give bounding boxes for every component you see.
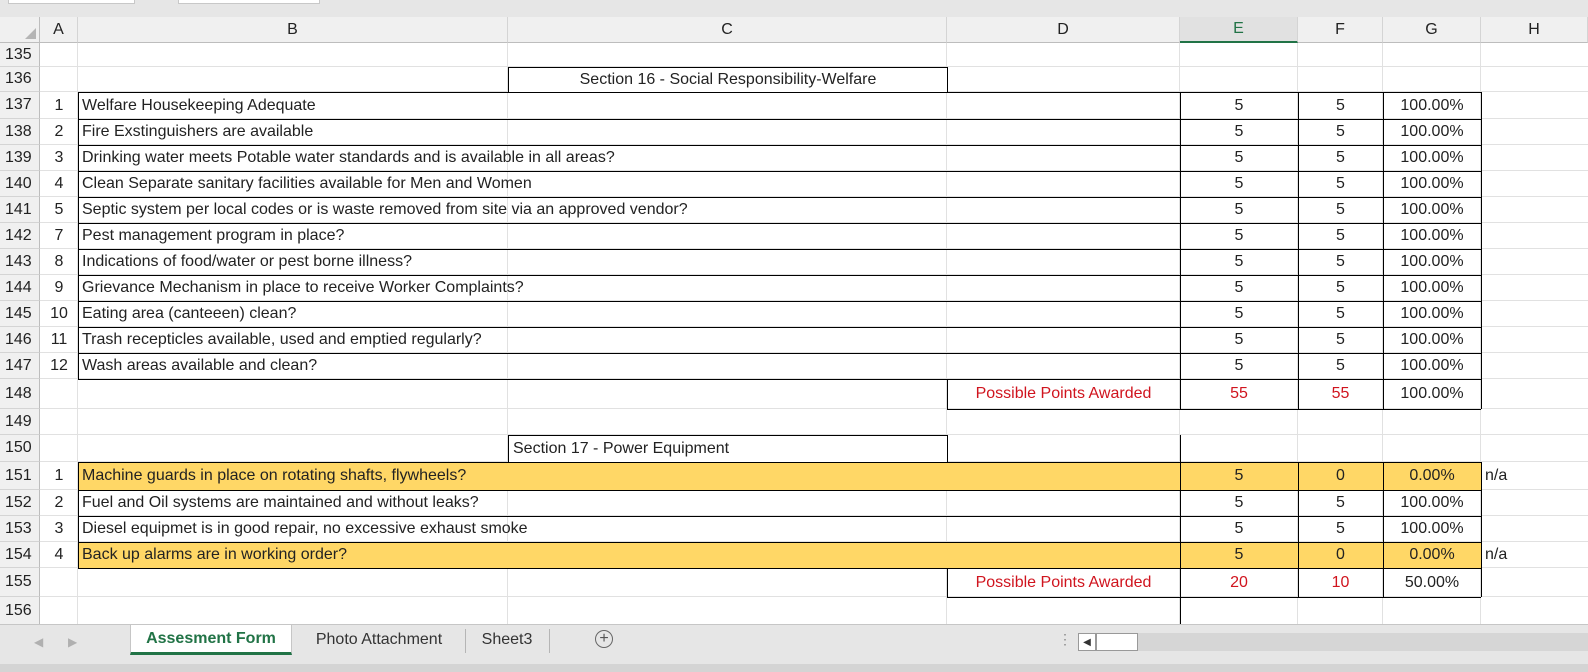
- table-border: [78, 92, 1481, 93]
- table-border: [78, 462, 79, 568]
- item-number: 3: [54, 520, 64, 537]
- percent-score-value[interactable]: 100.00%: [1400, 305, 1464, 322]
- na-note-value[interactable]: [1481, 119, 1588, 145]
- column-header-g[interactable]: G: [1383, 17, 1481, 43]
- item-number: 2: [54, 494, 64, 511]
- item-number: 7: [54, 227, 64, 244]
- total-percent-value[interactable]: 50.00%: [1404, 573, 1460, 591]
- row-header-143[interactable]: 143: [0, 249, 40, 275]
- table-border: [1383, 568, 1384, 597]
- scroll-tabs-left-icon[interactable]: ◀: [34, 635, 44, 649]
- possible-points-value[interactable]: 5: [1234, 546, 1244, 563]
- top-tab-stub: [178, 0, 320, 4]
- item-number: 9: [54, 279, 64, 296]
- table-border: [1180, 462, 1181, 568]
- table-border: [947, 597, 1481, 598]
- item-number: 8: [54, 253, 64, 270]
- possible-points-value[interactable]: 5: [1234, 123, 1244, 140]
- row-header-145[interactable]: 145: [0, 301, 40, 327]
- percent-score-value[interactable]: 100.00%: [1400, 331, 1464, 348]
- table-border: [1180, 379, 1181, 409]
- possible-points-value[interactable]: 5: [1234, 175, 1244, 192]
- row-header-141[interactable]: 141: [0, 197, 40, 223]
- row-header-151[interactable]: 151: [0, 462, 40, 490]
- column-header-f[interactable]: F: [1298, 17, 1383, 43]
- row-header-149[interactable]: 149: [0, 409, 40, 435]
- possible-points-value[interactable]: 5: [1234, 494, 1244, 511]
- na-note-value[interactable]: [1481, 490, 1588, 516]
- row-header-137[interactable]: 137: [0, 92, 40, 119]
- row-header-152[interactable]: 152: [0, 490, 40, 516]
- select-all-triangle-icon: [25, 28, 36, 39]
- table-border: [78, 542, 1481, 543]
- percent-score-value[interactable]: 100.00%: [1400, 357, 1464, 374]
- possible-points-value[interactable]: 5: [1234, 467, 1244, 484]
- item-description[interactable]: Machine guards in place on rotating shafts, flywheels?: [82, 467, 467, 484]
- table-border: [78, 353, 1481, 354]
- item-description[interactable]: Back up alarms are in working order?: [82, 546, 348, 563]
- item-number: 4: [54, 546, 64, 563]
- percent-score-value[interactable]: 100.00%: [1400, 279, 1464, 296]
- item-description[interactable]: Drinking water meets Potable water standards and is available in all areas?: [82, 149, 615, 166]
- item-description[interactable]: Wash areas available and clean?: [82, 357, 318, 374]
- section-16-title: Section 16 - Social Responsibility-Welfare: [508, 67, 948, 93]
- table-border: [1180, 92, 1181, 379]
- table-border: [78, 197, 1481, 198]
- item-description[interactable]: Grievance Mechanism in place to receive Worker Complaints?: [82, 279, 524, 296]
- awarded-points-value[interactable]: 5: [1336, 305, 1345, 322]
- possible-points-value[interactable]: 5: [1234, 520, 1244, 537]
- item-number: 10: [50, 305, 68, 322]
- column-header-b[interactable]: B: [78, 17, 508, 43]
- na-note-value[interactable]: [1481, 249, 1588, 275]
- table-border: [78, 119, 1481, 120]
- scroll-tabs-right-icon[interactable]: ▶: [68, 635, 78, 649]
- table-border: [1180, 597, 1181, 625]
- status-bar: [0, 664, 1588, 672]
- top-tab-stub: [8, 0, 135, 4]
- possible-points-value[interactable]: 5: [1234, 96, 1244, 114]
- percent-score-value[interactable]: 100.00%: [1400, 520, 1464, 537]
- na-note-value[interactable]: [1481, 516, 1588, 542]
- row-header-156[interactable]: 156: [0, 597, 40, 625]
- percent-score-value[interactable]: 100.00%: [1400, 227, 1464, 244]
- table-border: [78, 327, 1481, 328]
- total-possible-value[interactable]: 20: [1230, 573, 1248, 591]
- total-percent-value[interactable]: 100.00%: [1400, 385, 1464, 402]
- awarded-points-value[interactable]: 5: [1336, 331, 1345, 348]
- percent-score-value[interactable]: 100.00%: [1400, 494, 1464, 511]
- table-border: [78, 462, 1481, 463]
- scrollbar-thumb[interactable]: [1096, 633, 1138, 651]
- percent-score-value[interactable]: 100.00%: [1400, 201, 1464, 218]
- awarded-points-value[interactable]: 5: [1336, 149, 1345, 166]
- table-border: [78, 301, 1481, 302]
- awarded-points-value[interactable]: 0: [1336, 467, 1345, 484]
- item-description[interactable]: Trash recepticles available, used and emptied regularly?: [82, 331, 482, 348]
- total-awarded-value[interactable]: 10: [1331, 573, 1350, 591]
- item-description[interactable]: Indications of food/water or pest borne illness?: [82, 253, 412, 270]
- table-border: [1481, 379, 1482, 409]
- awarded-points-value[interactable]: 5: [1336, 357, 1345, 374]
- item-number: 5: [54, 201, 64, 218]
- column-header-d[interactable]: D: [947, 17, 1180, 43]
- table-border: [947, 568, 948, 597]
- row-header-140[interactable]: 140: [0, 171, 40, 197]
- item-description[interactable]: Pest management program in place?: [82, 227, 345, 244]
- column-header-a[interactable]: A: [40, 17, 78, 43]
- table-border: [78, 92, 79, 379]
- table-border: [1298, 379, 1299, 409]
- table-border: [1383, 462, 1384, 568]
- percent-score-value[interactable]: 100.00%: [1400, 175, 1464, 192]
- tab-sheet3[interactable]: Sheet3: [481, 631, 533, 648]
- column-header-h[interactable]: H: [1481, 17, 1588, 43]
- possible-points-value[interactable]: 5: [1234, 201, 1244, 218]
- row-header-155[interactable]: 155: [0, 568, 40, 597]
- awarded-points-value[interactable]: 5: [1336, 175, 1345, 192]
- item-description[interactable]: Fuel and Oil systems are maintained and without leaks?: [82, 494, 479, 511]
- possible-points-value[interactable]: 5: [1234, 227, 1244, 244]
- item-description[interactable]: Clean Separate sanitary facilities available for Men and Women: [82, 175, 532, 192]
- column-header-e[interactable]: E: [1180, 17, 1298, 43]
- item-number: 11: [50, 331, 68, 348]
- table-border: [78, 223, 1481, 224]
- row-header-148[interactable]: 148: [0, 379, 40, 409]
- table-border: [78, 171, 1481, 172]
- table-border: [78, 490, 1481, 491]
- na-note-value[interactable]: n/a: [1485, 467, 1508, 484]
- tab-photo-attachment[interactable]: Photo Attachment: [315, 631, 443, 648]
- na-note-value[interactable]: [1481, 327, 1588, 353]
- total-awarded-value[interactable]: 55: [1331, 385, 1350, 402]
- table-border: [1481, 462, 1482, 568]
- table-border: [947, 379, 948, 409]
- na-note-value[interactable]: n/a: [1485, 546, 1508, 563]
- na-note-value[interactable]: [1481, 197, 1588, 223]
- percent-score-value[interactable]: 100.00%: [1400, 149, 1464, 166]
- table-border: [1481, 92, 1482, 379]
- top-tab-strip: [0, 0, 1588, 17]
- awarded-points-value[interactable]: 5: [1336, 227, 1345, 244]
- table-border: [1298, 462, 1299, 568]
- row-header-154[interactable]: 154: [0, 542, 40, 568]
- possible-points-value[interactable]: 5: [1234, 149, 1244, 166]
- tab-split-handle-icon[interactable]: ⋮: [1058, 631, 1072, 647]
- percent-score-value[interactable]: 0.00%: [1409, 467, 1455, 484]
- table-border: [1298, 92, 1299, 379]
- possible-points-value[interactable]: 5: [1234, 279, 1244, 296]
- table-border: [1180, 435, 1181, 462]
- awarded-points-value[interactable]: 5: [1336, 253, 1345, 270]
- row-header-139[interactable]: 139: [0, 145, 40, 171]
- row-header-142[interactable]: 142: [0, 223, 40, 249]
- na-note-value[interactable]: [1481, 171, 1588, 197]
- na-note-value[interactable]: [1481, 275, 1588, 301]
- item-description[interactable]: Septic system per local codes or is waste removed from site via an approved vendor?: [82, 201, 688, 218]
- tab-separator: [549, 629, 550, 653]
- total-label: Possible Points Awarded: [975, 573, 1152, 591]
- row-header-147[interactable]: 147: [0, 353, 40, 379]
- awarded-points-value[interactable]: 5: [1336, 96, 1345, 114]
- row-header-150[interactable]: 150: [0, 435, 40, 462]
- table-border: [947, 409, 1481, 410]
- item-description[interactable]: Diesel equipmet is in good repair, no excessive exhaust smoke: [82, 520, 528, 537]
- table-border: [78, 516, 1481, 517]
- item-number: 12: [50, 357, 68, 374]
- table-border: [1180, 568, 1181, 597]
- item-description[interactable]: Welfare Housekeeping Adequate: [82, 96, 316, 114]
- percent-score-value[interactable]: 100.00%: [1400, 96, 1464, 114]
- row-header-153[interactable]: 153: [0, 516, 40, 542]
- table-border: [1383, 92, 1384, 379]
- item-description[interactable]: Eating area (canteeen) clean?: [82, 305, 297, 322]
- item-number: 3: [54, 149, 64, 166]
- table-border: [78, 568, 1481, 569]
- possible-points-value[interactable]: 5: [1234, 253, 1244, 270]
- row-header-146[interactable]: 146: [0, 327, 40, 353]
- na-note-value[interactable]: [1481, 92, 1588, 119]
- tab-assesment-form[interactable]: Assesment Form: [130, 625, 292, 655]
- row-header-136[interactable]: 136: [0, 67, 40, 92]
- row-header-144[interactable]: 144: [0, 275, 40, 301]
- awarded-points-value[interactable]: 5: [1336, 123, 1345, 140]
- scroll-left-arrow-icon[interactable]: ◀: [1078, 633, 1096, 651]
- awarded-points-value[interactable]: 5: [1336, 520, 1345, 537]
- section-17-title: Section 17 - Power Equipment: [508, 435, 948, 463]
- table-border: [1298, 568, 1299, 597]
- sheet-tab-bar: [0, 624, 1588, 664]
- possible-points-value[interactable]: 5: [1234, 357, 1244, 374]
- total-possible-value[interactable]: 55: [1230, 385, 1248, 402]
- percent-score-value[interactable]: 100.00%: [1400, 123, 1464, 140]
- row-header-135[interactable]: 135: [0, 43, 40, 67]
- table-border: [1481, 568, 1482, 597]
- item-description[interactable]: Fire Exstinguishers are available: [82, 123, 314, 140]
- awarded-points-value[interactable]: 5: [1336, 494, 1345, 511]
- spreadsheet-grid[interactable]: [0, 17, 1588, 632]
- row-header-138[interactable]: 138: [0, 119, 40, 145]
- na-note-value[interactable]: [1481, 145, 1588, 171]
- awarded-points-value[interactable]: 5: [1336, 279, 1345, 296]
- awarded-points-value[interactable]: 0: [1336, 546, 1345, 563]
- add-sheet-plus-icon[interactable]: +: [595, 630, 613, 648]
- table-border: [78, 379, 1481, 380]
- percent-score-value[interactable]: 100.00%: [1400, 253, 1464, 270]
- table-border: [78, 275, 1481, 276]
- total-label: Possible Points Awarded: [975, 385, 1152, 402]
- awarded-points-value[interactable]: 5: [1336, 201, 1345, 218]
- table-border: [78, 249, 1481, 250]
- column-header-c[interactable]: C: [508, 17, 947, 43]
- na-note-value[interactable]: [1481, 301, 1588, 327]
- table-border: [78, 145, 1481, 146]
- possible-points-value[interactable]: 5: [1234, 305, 1244, 322]
- possible-points-value[interactable]: 5: [1234, 331, 1244, 348]
- item-number: 1: [54, 467, 64, 484]
- na-note-value[interactable]: [1481, 223, 1588, 249]
- item-number: 4: [54, 175, 64, 192]
- table-border: [1383, 379, 1384, 409]
- percent-score-value[interactable]: 0.00%: [1409, 546, 1455, 563]
- item-number: 2: [54, 123, 64, 140]
- item-number: 1: [54, 96, 64, 114]
- horizontal-scrollbar[interactable]: [1078, 633, 1588, 651]
- na-note-value[interactable]: [1481, 353, 1588, 379]
- select-all-corner[interactable]: [0, 17, 40, 43]
